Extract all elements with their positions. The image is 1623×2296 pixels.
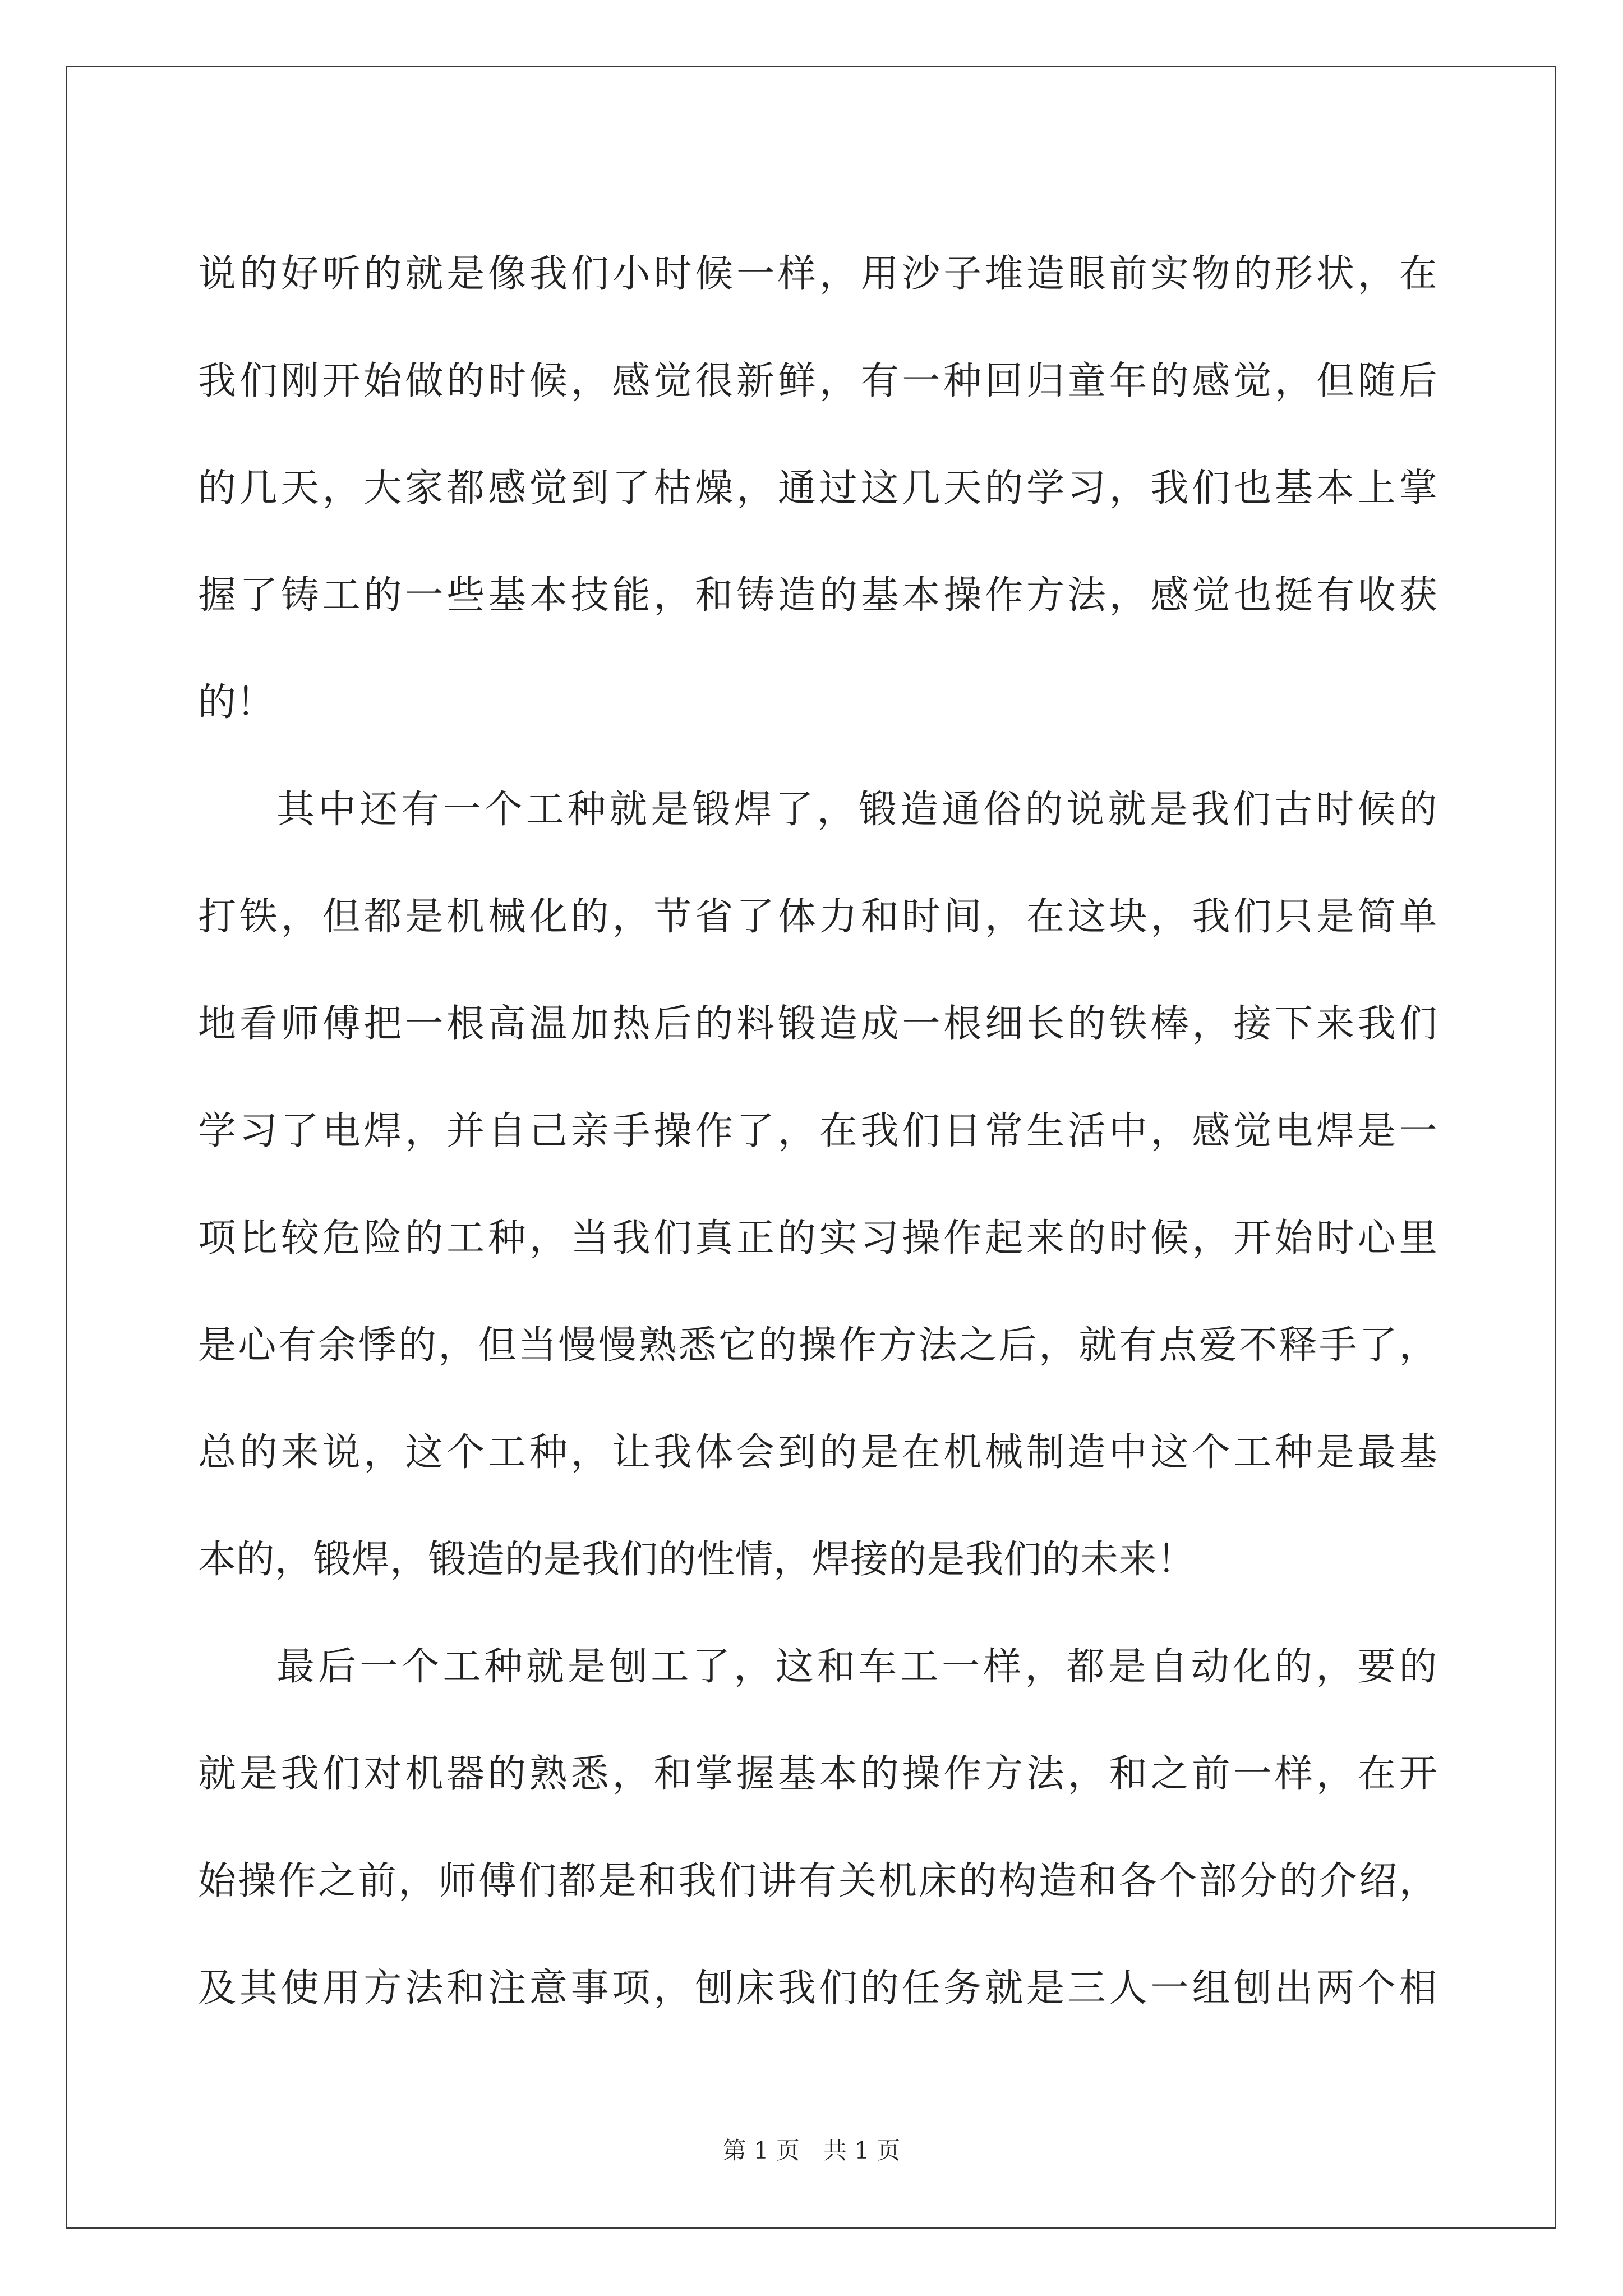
text-line: 最后一个工种就是刨工了，这和车工一样，都是自动化的，要的 [276, 1645, 1437, 1689]
text-line: 就是我们对机器的熟悉，和掌握基本的操作方法，和之前一样，在开 [198, 1752, 1437, 1796]
text-line: 说的好听的就是像我们小时候一样，用沙子堆造眼前实物的形状，在 [198, 252, 1437, 296]
text-line: 其中还有一个工种就是锻焊了，锻造通俗的说就是我们古时候的 [276, 788, 1437, 832]
text-line: 的几天，大家都感觉到了枯燥，通过这几天的学习，我们也基本上掌 [198, 466, 1437, 510]
text-line: 始操作之前，师傅们都是和我们讲有关机床的构造和各个部分的介绍， [198, 1859, 1437, 1903]
text-line: 及其使用方法和注意事项，刨床我们的任务就是三人一组刨出两个相 [198, 1966, 1437, 2010]
document-body [198, 220, 1437, 2042]
text-line: 的！ [198, 680, 275, 725]
text-line: 总的来说，这个工种，让我体会到的是在机械制造中这个工种是最基 [198, 1430, 1437, 1475]
text-line: 是心有余悸的，但当慢慢熟悉它的操作方法之后，就有点爱不释手了， [198, 1323, 1437, 1368]
paragraph-2 [198, 756, 1437, 1613]
paragraph-1 [198, 220, 1437, 756]
page-footer [0, 2134, 1623, 2168]
paragraph-3 [198, 1613, 1437, 2042]
text-line: 握了铸工的一些基本技能，和铸造的基本操作方法，感觉也挺有收获 [198, 573, 1437, 618]
text-line: 我们刚开始做的时候，感觉很新鲜，有一种回归童年的感觉，但随后 [198, 359, 1437, 403]
text-line: 地看师傅把一根高温加热后的料锻造成一根细长的铁棒，接下来我们 [198, 1002, 1437, 1046]
page-number-label: 第 1 页 共 1 页 [722, 2137, 901, 2164]
text-line: 项比较危险的工种，当我们真正的实习操作起来的时候，开始时心里 [198, 1216, 1437, 1260]
text-line: 学习了电焊，并自己亲手操作了，在我们日常生活中，感觉电焊是一 [198, 1109, 1437, 1153]
text-line: 打铁，但都是机械化的，节省了体力和时间，在这块，我们只是简单 [198, 895, 1437, 939]
text-line: 本的，锻焊，锻造的是我们的性情，焊接的是我们的未来！ [198, 1538, 1196, 1582]
